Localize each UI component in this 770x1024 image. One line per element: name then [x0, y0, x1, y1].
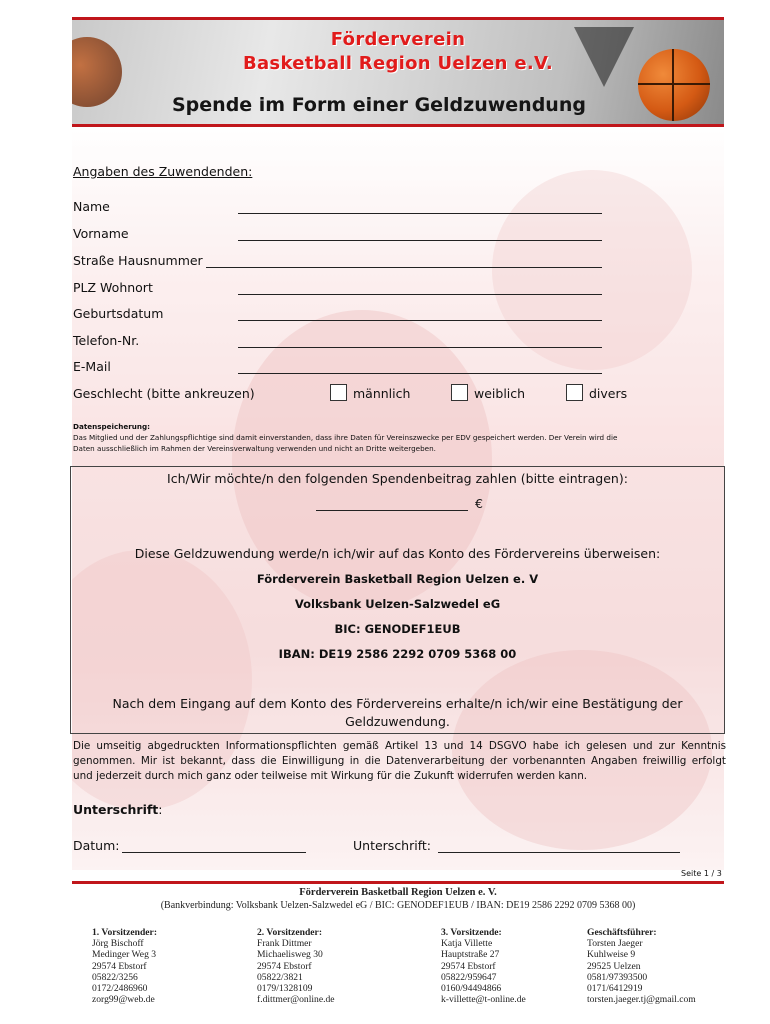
page-title: Spende im Form einer Geldzuwendung — [172, 94, 586, 116]
footer-col-2-line: 05822/3821 — [257, 971, 303, 983]
footer-col-2 — [257, 927, 335, 1005]
strasse-field[interactable] — [206, 267, 602, 268]
footer-col-2-line: Frank Dittmer — [257, 938, 312, 950]
footer-col-4-email[interactable]: torsten.jaeger.tj@gmail.com — [587, 994, 696, 1006]
account-name: Förderverein Basketball Region Uelzen e. V — [256, 572, 539, 586]
gender-label: Geschlecht (bitte ankreuzen) — [73, 386, 255, 401]
checkbox-weiblich[interactable] — [451, 384, 468, 401]
footer-col-3 — [441, 927, 526, 1005]
footer-col-2-title: 2. Vorsitzender: — [257, 927, 323, 938]
divers-label: divers — [589, 386, 628, 401]
email-field[interactable] — [238, 373, 602, 374]
footer-col-1-line: Jörg Bischoff — [92, 938, 144, 950]
vorname-label: Vorname — [73, 226, 129, 241]
unterschrift-field[interactable] — [438, 852, 680, 853]
footer-col-4-line: Torsten Jaeger — [587, 938, 643, 950]
footer-col-1-line: 0172/2486960 — [92, 983, 148, 995]
telefon-label: Telefon-Nr. — [73, 333, 140, 348]
footer-col-3-line: 0160/94494866 — [441, 983, 502, 995]
checkbox-divers[interactable] — [566, 384, 583, 401]
storage-heading: Datenspeicherung: — [73, 422, 151, 431]
plz-label: PLZ Wohnort — [73, 280, 153, 295]
footer-col-4-line: 0581/97393500 — [587, 971, 648, 983]
footer-col-1-line: Medinger Weg 3 — [92, 949, 157, 961]
footer-col-1-line: 05822/3256 — [92, 971, 138, 983]
unterschrift-label: Unterschrift: — [353, 838, 432, 853]
footer-col-3-line: Katja Villette — [441, 938, 493, 950]
footer-bank: (Bankverbindung: Volksbank Uelzen-Salzwedel eG / BIC: GENODEF1EUB / IBAN: DE19 2586 2292 0709 5368 00) — [160, 900, 636, 911]
footer-col-1 — [92, 927, 157, 1005]
vorname-field[interactable] — [238, 240, 602, 241]
footer-col-4-title: Geschäftsführer: — [587, 927, 657, 938]
bic: BIC: GENODEF1EUB — [334, 622, 461, 636]
name-field[interactable] — [238, 213, 602, 214]
footer-divider — [72, 881, 724, 884]
bank-name: Volksbank Uelzen-Salzwedel eG — [294, 597, 501, 611]
consent-text — [73, 739, 726, 784]
org-name-line2: Basketball Region Uelzen e.V. — [242, 53, 554, 74]
donation-prompt: Ich/Wir möchte/n den folgenden Spendenbeitrag zahlen (bitte eintragen): — [167, 471, 628, 486]
email-label: E-Mail — [73, 359, 111, 374]
currency-symbol: € — [475, 496, 483, 511]
footer-col-3-email[interactable]: k-villette@t-online.de — [441, 994, 526, 1006]
footer-col-2-email[interactable]: f.dittmer@online.de — [257, 994, 335, 1006]
confirmation-line2: Geldzuwendung. — [345, 714, 450, 729]
iban: IBAN: DE19 2586 2292 0709 5368 00 — [278, 647, 517, 661]
maennlich-label: männlich — [353, 386, 411, 401]
footer-col-1-line: 29574 Ebstorf — [92, 960, 147, 972]
storage-text-line2: Daten ausschließlich im Rahmen der Vereinsverwaltung verwenden und nicht an Dritte weitergeben. — [73, 444, 436, 453]
footer-col-2-line: 0179/1328109 — [257, 983, 313, 995]
consent-line3: und jederzeit durch mich ganz oder teilweise mit Wirkung für die Zukunft widerrufen werden kann. — [73, 770, 588, 782]
footer-col-3-line: 29574 Ebstorf — [441, 960, 496, 972]
transfer-text: Diese Geldzuwendung werde/n ich/wir auf das Konto des Fördervereins überweisen: — [134, 546, 661, 561]
storage-text-line1: Das Mitglied und der Zahlungspflichtige sind damit einverstanden, dass ihre Daten für Vereinszwecke per EDV gespeichert werden. Der Verein wird die — [73, 433, 618, 442]
donor-heading: Angaben des Zuwendenden: — [73, 164, 253, 179]
telefon-field[interactable] — [238, 347, 602, 348]
datum-field[interactable] — [122, 852, 306, 853]
footer-col-1-email[interactable]: zorg99@web.de — [92, 994, 155, 1006]
name-label: Name — [73, 199, 110, 214]
strasse-label: Straße Hausnummer — [73, 253, 203, 268]
footer-col-4-line: 0171/6412919 — [587, 983, 643, 995]
footer-col-3-line: Hauptstraße 27 — [441, 949, 500, 961]
footer-col-3-title: 3. Vorsitzende: — [441, 927, 502, 938]
footer-col-2-line: 29574 Ebstorf — [257, 960, 312, 972]
signature-heading: Unterschrift: — [73, 802, 163, 817]
geburtsdatum-field[interactable] — [238, 320, 602, 321]
consent-line2: genommen. Mir ist bekannt, dass die Einwilligung in die Datenverarbeitung der vorbenannten Angaben freiwillig erfolgt — [73, 755, 726, 767]
footer-col-3-line: 05822/959647 — [441, 971, 497, 983]
footer-col-1-title: 1. Vorsitzender: — [92, 927, 158, 938]
weiblich-label: weiblich — [474, 386, 526, 401]
datum-label: Datum: — [73, 838, 120, 853]
plz-field[interactable] — [238, 294, 602, 295]
footer-col-4-line: Kuhlweise 9 — [587, 949, 636, 961]
consent-line1: Die umseitig abgedruckten Informationspflichten gemäß Artikel 13 und 14 DSGVO habe ich gelesen und zur Kenntnis — [73, 740, 726, 752]
org-name-line1: Förderverein — [330, 29, 466, 50]
footer-org: Förderverein Basketball Region Uelzen e. V. — [299, 887, 497, 898]
checkbox-maennlich[interactable] — [330, 384, 347, 401]
donation-amount-field[interactable] — [316, 510, 468, 511]
footer-col-4-line: 29525 Uelzen — [587, 960, 641, 972]
confirmation-line1: Nach dem Eingang auf dem Konto des Fördervereins erhalte/n ich/wir eine Bestätigung der — [112, 696, 683, 711]
geburtsdatum-label: Geburtsdatum — [73, 306, 164, 321]
footer-col-2-line: Michaelisweg 30 — [257, 949, 323, 961]
footer-col-4 — [587, 927, 696, 1005]
page-number: Seite 1 / 3 — [681, 869, 722, 878]
